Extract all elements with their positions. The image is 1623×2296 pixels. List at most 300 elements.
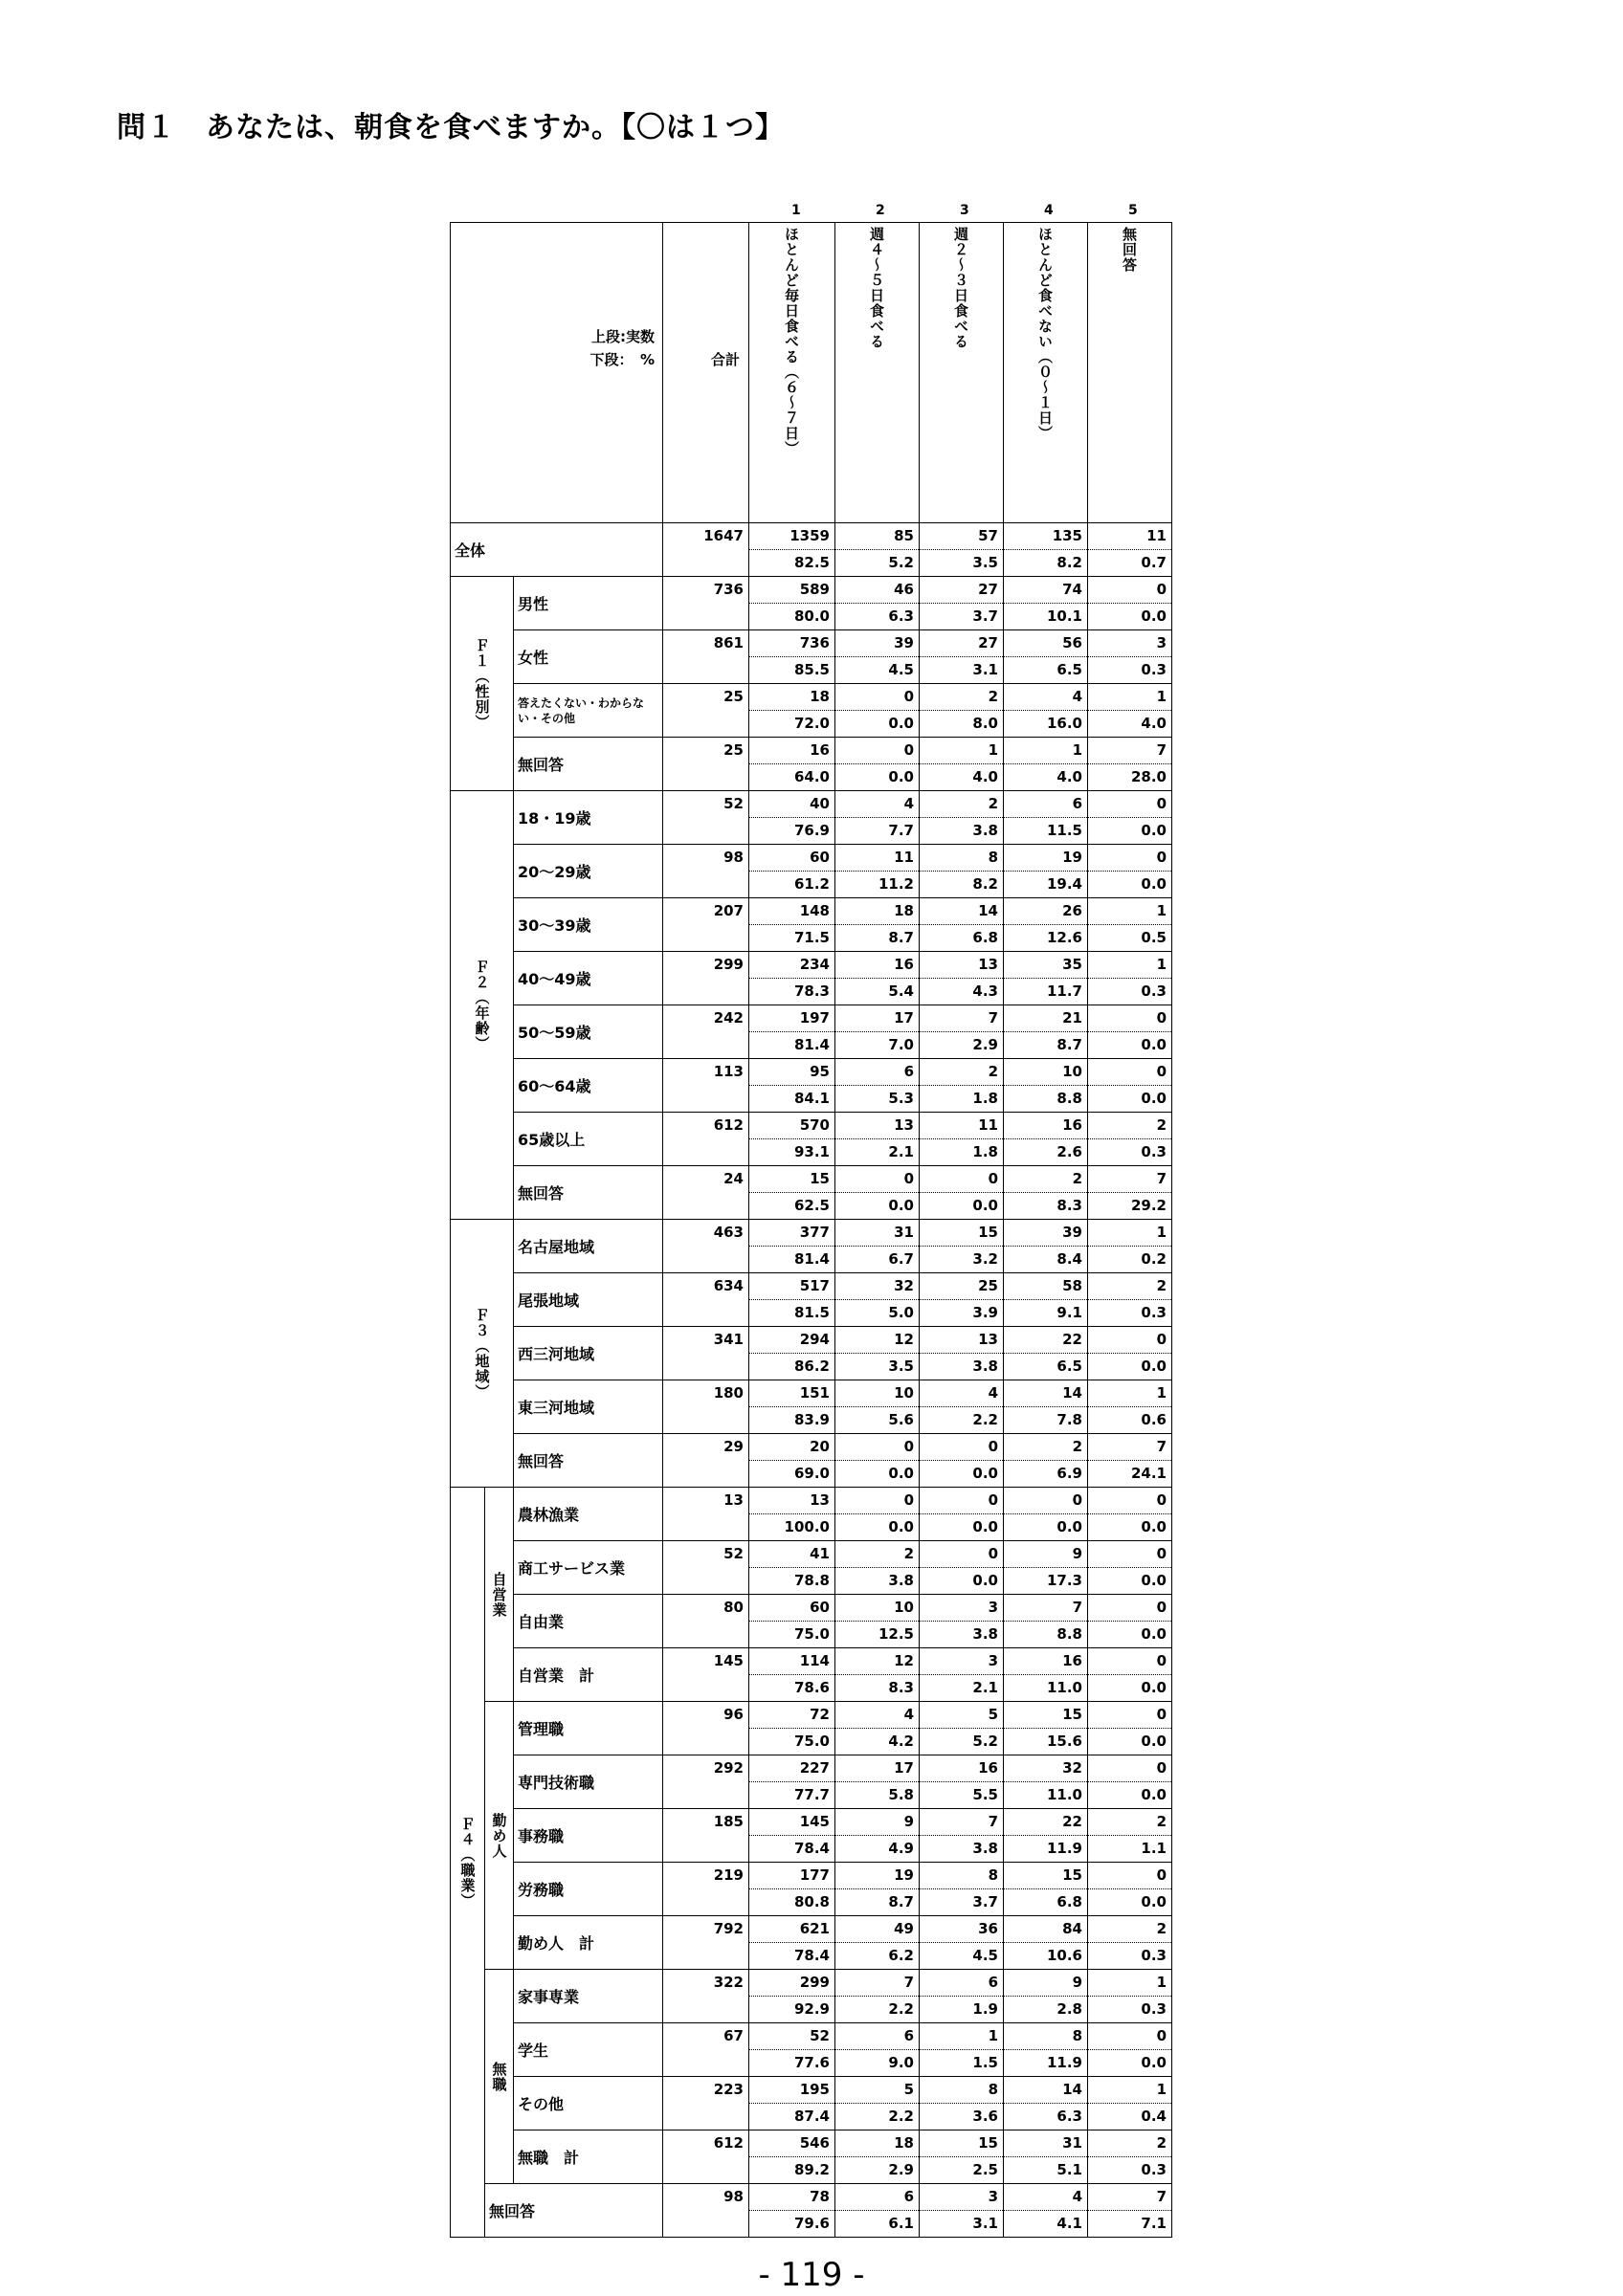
- percent-value: 2.9: [920, 1031, 1003, 1058]
- row-label: 自由業: [514, 1595, 663, 1648]
- value-cell: [1004, 952, 1088, 1005]
- count-value: 2: [988, 1063, 998, 1080]
- value-cell: [1004, 1059, 1088, 1113]
- count-value: 0: [1156, 1652, 1167, 1669]
- value-cell: [1088, 523, 1172, 577]
- value-cell: [920, 1702, 1004, 1755]
- value-cell: [920, 1113, 1004, 1166]
- header-column-4: [1004, 223, 1088, 523]
- percent-value: 12.5: [835, 1621, 919, 1647]
- percent-value: 8.8: [1004, 1085, 1087, 1112]
- count-value: 16: [978, 1759, 998, 1777]
- percent-value: 0.3: [1088, 978, 1171, 1004]
- count-value: 6: [988, 1974, 998, 1991]
- percent-value: 89.2: [749, 2156, 834, 2183]
- percent-value: 81.5: [749, 1299, 834, 1326]
- group-f1-text: Ｆ１（性別）: [473, 637, 491, 730]
- percent-value: 2.1: [920, 1674, 1003, 1701]
- total-cell: [663, 1755, 749, 1809]
- percent-value: 0.5: [1088, 924, 1171, 951]
- total-value: 292: [713, 1759, 744, 1777]
- count-value: 177: [799, 1866, 830, 1884]
- percent-value: 0.3: [1088, 1138, 1171, 1165]
- value-cell: [1088, 1648, 1172, 1702]
- percent-value: 0.0: [1088, 817, 1171, 844]
- total-cell: [663, 791, 749, 845]
- total-value: 80: [723, 1599, 744, 1616]
- percent-value: 10.1: [1004, 603, 1087, 629]
- value-cell: [749, 2130, 835, 2184]
- count-value: 74: [1062, 581, 1082, 598]
- value-cell: [1004, 577, 1088, 630]
- value-cell: [749, 1916, 835, 1970]
- percent-value: 0.0: [920, 1513, 1003, 1540]
- percent-value: 6.8: [1004, 1888, 1087, 1915]
- percent-value: 4.5: [835, 656, 919, 683]
- percent-value: 5.1: [1004, 2156, 1087, 2183]
- percent-value: 7.0: [835, 1031, 919, 1058]
- total-cell: [663, 630, 749, 684]
- row-label: 専門技術職: [514, 1755, 663, 1809]
- percent-value: 0.0: [1088, 1353, 1171, 1380]
- value-cell: [749, 1059, 835, 1113]
- count-value: 6: [903, 1063, 914, 1080]
- percent-value: 8.2: [1004, 549, 1087, 576]
- total-cell: [663, 1380, 749, 1434]
- count-value: 0: [1156, 1331, 1167, 1348]
- group-f3: [451, 1220, 514, 1488]
- value-cell: [835, 1059, 920, 1113]
- count-value: 0: [988, 1545, 998, 1562]
- value-cell: [920, 1059, 1004, 1113]
- count-value: 3: [1156, 634, 1167, 651]
- value-cell: [749, 2184, 835, 2238]
- total-value: 98: [723, 2188, 744, 2205]
- row-label: 労務職: [514, 1863, 663, 1916]
- percent-value: 11.0: [1004, 1781, 1087, 1808]
- value-cell: [835, 1327, 920, 1380]
- value-cell: [920, 791, 1004, 845]
- count-value: 12: [894, 1331, 914, 1348]
- value-cell: [749, 1220, 835, 1273]
- total-value: 29: [723, 1438, 744, 1455]
- count-value: 31: [894, 1224, 914, 1241]
- count-value: 27: [978, 581, 998, 598]
- total-value: 1647: [703, 527, 744, 544]
- value-cell: [1004, 1166, 1088, 1220]
- value-cell: [835, 1970, 920, 2023]
- total-cell: [663, 845, 749, 898]
- percent-value: 61.2: [749, 871, 834, 897]
- percent-value: 3.5: [835, 1353, 919, 1380]
- percent-value: 78.4: [749, 1942, 834, 1969]
- total-value: 96: [723, 1706, 744, 1723]
- percent-value: 0.0: [835, 1460, 919, 1487]
- count-value: 14: [1062, 1384, 1082, 1402]
- percent-value: 6.3: [1004, 2103, 1087, 2130]
- percent-value: 81.4: [749, 1031, 834, 1058]
- count-value: 9: [1072, 1974, 1082, 1991]
- value-cell: [1088, 1005, 1172, 1059]
- count-value: 39: [1062, 1224, 1082, 1241]
- count-value: 4: [988, 1384, 998, 1402]
- value-cell: [1088, 952, 1172, 1005]
- percent-value: 7.1: [1088, 2210, 1171, 2237]
- count-value: 16: [810, 741, 830, 759]
- value-cell: [1088, 898, 1172, 952]
- row-label-bottom: 下段： %: [589, 350, 655, 368]
- value-cell: [1004, 898, 1088, 952]
- value-cell: [835, 898, 920, 952]
- value-cell: [1004, 2184, 1088, 2238]
- percent-value: 3.7: [920, 1888, 1003, 1915]
- count-value: 294: [799, 1331, 830, 1348]
- row-label: 東三河地域: [514, 1380, 663, 1434]
- row-label: 男性: [514, 577, 663, 630]
- percent-value: 8.7: [835, 1888, 919, 1915]
- value-cell: [920, 1005, 1004, 1059]
- percent-value: 3.8: [920, 1621, 1003, 1647]
- row-label: 西三河地域: [514, 1327, 663, 1380]
- percent-value: 1.9: [920, 1996, 1003, 2022]
- row-label: 無回答: [485, 2184, 663, 2238]
- count-value: 1359: [789, 527, 830, 544]
- percent-value: 11.7: [1004, 978, 1087, 1004]
- value-cell: [920, 1970, 1004, 2023]
- value-cell: [1004, 630, 1088, 684]
- count-value: 7: [1156, 1170, 1167, 1187]
- count-value: 0: [1156, 1866, 1167, 1884]
- percent-value: 4.5: [920, 1942, 1003, 1969]
- row-label: 無回答: [514, 1166, 663, 1220]
- question-title: 問１ あなたは、朝食を食べますか。【〇は１つ】: [117, 111, 785, 144]
- total-cell: [663, 523, 749, 577]
- column-header-text: ほとんど毎日食べる（６〜７日）: [783, 227, 800, 456]
- value-cell: [1004, 1863, 1088, 1916]
- value-cell: [835, 1809, 920, 1863]
- column-numbers: [450, 203, 1185, 222]
- count-value: 8: [988, 849, 998, 866]
- value-cell: [749, 684, 835, 738]
- value-cell: [835, 2130, 920, 2184]
- row-label: 18・19歳: [514, 791, 663, 845]
- header-column-3: [920, 223, 1004, 523]
- percent-value: 0.7: [1088, 549, 1171, 576]
- value-cell: [749, 1113, 835, 1166]
- value-cell: [920, 1380, 1004, 1434]
- value-cell: [749, 1809, 835, 1863]
- row-label: その他: [514, 2077, 663, 2130]
- percent-value: 0.0: [1088, 1888, 1171, 1915]
- value-cell: [749, 2077, 835, 2130]
- column-header-text: 無回答: [1121, 227, 1138, 273]
- total-value: 612: [713, 1116, 744, 1134]
- count-value: 6: [903, 2027, 914, 2044]
- value-cell: [835, 1380, 920, 1434]
- count-value: 13: [894, 1116, 914, 1134]
- percent-value: 0.0: [835, 763, 919, 790]
- value-cell: [920, 1166, 1004, 1220]
- total-value: 13: [723, 1491, 744, 1509]
- percent-value: 8.2: [920, 871, 1003, 897]
- value-cell: [1004, 1273, 1088, 1327]
- total-label: 合計: [711, 350, 741, 368]
- total-value: 219: [713, 1866, 744, 1884]
- count-value: 0: [1156, 849, 1167, 866]
- count-value: 546: [799, 2134, 830, 2152]
- percent-value: 69.0: [749, 1460, 834, 1487]
- percent-value: 75.0: [749, 1728, 834, 1755]
- count-value: 60: [810, 1599, 830, 1616]
- count-value: 1: [1156, 1224, 1167, 1241]
- total-value: 634: [713, 1277, 744, 1294]
- percent-value: 0.0: [1088, 1674, 1171, 1701]
- percent-value: 5.2: [835, 549, 919, 576]
- count-value: 7: [988, 1009, 998, 1027]
- value-cell: [835, 952, 920, 1005]
- value-cell: [749, 791, 835, 845]
- column-number-1: 1: [791, 203, 801, 218]
- value-cell: [1088, 1809, 1172, 1863]
- percent-value: 4.9: [835, 1835, 919, 1862]
- count-value: 11: [894, 849, 914, 866]
- percent-value: 6.3: [835, 603, 919, 629]
- value-cell: [1088, 1059, 1172, 1113]
- group-f4-none-text: 無職: [490, 2061, 508, 2092]
- value-cell: [835, 1755, 920, 1809]
- total-cell: [663, 1327, 749, 1380]
- percent-value: 6.9: [1004, 1460, 1087, 1487]
- percent-value: 0.3: [1088, 1299, 1171, 1326]
- value-cell: [1088, 1166, 1172, 1220]
- count-value: 22: [1062, 1813, 1082, 1830]
- value-cell: [835, 2184, 920, 2238]
- count-value: 2: [1072, 1170, 1082, 1187]
- percent-value: 5.5: [920, 1781, 1003, 1808]
- row-label: 名古屋地域: [514, 1220, 663, 1273]
- total-cell: [663, 577, 749, 630]
- value-cell: [1004, 1755, 1088, 1809]
- percent-value: 8.0: [920, 710, 1003, 737]
- value-cell: [1004, 1488, 1088, 1541]
- row-label: 管理職: [514, 1702, 663, 1755]
- count-value: 2: [1072, 1438, 1082, 1455]
- value-cell: [1088, 845, 1172, 898]
- count-value: 18: [894, 902, 914, 919]
- count-value: 46: [894, 581, 914, 598]
- count-value: 7: [903, 1974, 914, 1991]
- count-value: 0: [903, 1438, 914, 1455]
- count-value: 12: [894, 1652, 914, 1669]
- percent-value: 80.8: [749, 1888, 834, 1915]
- total-cell: [663, 1488, 749, 1541]
- percent-value: 0.4: [1088, 2103, 1171, 2130]
- group-f3-text: Ｆ３（地域）: [473, 1307, 491, 1400]
- row-label: 答えたくない・わからない・その他: [514, 684, 663, 738]
- count-value: 49: [894, 1920, 914, 1937]
- value-cell: [1004, 1648, 1088, 1702]
- count-value: 26: [1062, 902, 1082, 919]
- percent-value: 78.8: [749, 1567, 834, 1594]
- count-value: 9: [1072, 1545, 1082, 1562]
- count-value: 0: [903, 741, 914, 759]
- value-cell: [749, 1327, 835, 1380]
- value-cell: [1004, 1327, 1088, 1380]
- percent-value: 7.7: [835, 817, 919, 844]
- count-value: 2: [988, 688, 998, 705]
- value-cell: [1088, 1595, 1172, 1648]
- value-cell: [1004, 2130, 1088, 2184]
- count-value: 621: [799, 1920, 830, 1937]
- percent-value: 11.0: [1004, 1674, 1087, 1701]
- count-value: 227: [799, 1759, 830, 1777]
- count-value: 195: [799, 2081, 830, 2098]
- percent-value: 64.0: [749, 763, 834, 790]
- row-label: 30～39歳: [514, 898, 663, 952]
- value-cell: [1004, 1916, 1088, 1970]
- percent-value: 6.8: [920, 924, 1003, 951]
- value-cell: [920, 1595, 1004, 1648]
- total-cell: [663, 684, 749, 738]
- percent-value: 0.0: [920, 1192, 1003, 1219]
- value-cell: [835, 1863, 920, 1916]
- percent-value: 78.3: [749, 978, 834, 1004]
- value-cell: [920, 1220, 1004, 1273]
- percent-value: 4.2: [835, 1728, 919, 1755]
- percent-value: 5.3: [835, 1085, 919, 1112]
- count-value: 52: [810, 2027, 830, 2044]
- count-value: 0: [1156, 1706, 1167, 1723]
- value-cell: [1088, 2184, 1172, 2238]
- total-value: 736: [713, 581, 744, 598]
- total-cell: [663, 2130, 749, 2184]
- count-value: 8: [1072, 2027, 1082, 2044]
- percent-value: 16.0: [1004, 710, 1087, 737]
- value-cell: [749, 1755, 835, 1809]
- percent-value: 77.6: [749, 2049, 834, 2076]
- count-value: 145: [799, 1813, 830, 1830]
- count-value: 16: [1062, 1652, 1082, 1669]
- percent-value: 0.0: [1088, 871, 1171, 897]
- count-value: 1: [1156, 956, 1167, 973]
- count-value: 15: [1062, 1866, 1082, 1884]
- percent-value: 12.6: [1004, 924, 1087, 951]
- total-value: 25: [723, 741, 744, 759]
- count-value: 1: [1156, 902, 1167, 919]
- row-label: 40～49歳: [514, 952, 663, 1005]
- value-cell: [835, 1434, 920, 1488]
- percent-value: 6.5: [1004, 1353, 1087, 1380]
- column-header-text: 週４〜５日食べる: [868, 227, 885, 349]
- value-cell: [1088, 2023, 1172, 2077]
- value-cell: [920, 1755, 1004, 1809]
- value-cell: [1004, 2077, 1088, 2130]
- column-header-text: ほとんど食べない（０〜１日）: [1036, 227, 1054, 441]
- count-value: 4: [1072, 2188, 1082, 2205]
- row-label: 事務職: [514, 1809, 663, 1863]
- count-value: 8: [988, 2081, 998, 2098]
- value-cell: [1004, 1434, 1088, 1488]
- total-cell: [663, 738, 749, 791]
- count-value: 4: [903, 795, 914, 812]
- percent-value: 4.0: [1004, 763, 1087, 790]
- count-value: 299: [799, 1974, 830, 1991]
- percent-value: 28.0: [1088, 763, 1171, 790]
- percent-value: 62.5: [749, 1192, 834, 1219]
- value-cell: [920, 1916, 1004, 1970]
- count-value: 57: [978, 527, 998, 544]
- value-cell: [1088, 1327, 1172, 1380]
- percent-value: 0.0: [1088, 1621, 1171, 1647]
- value-cell: [835, 2023, 920, 2077]
- percent-value: 6.7: [835, 1246, 919, 1272]
- group-f4: [451, 1488, 485, 2238]
- percent-value: 82.5: [749, 549, 834, 576]
- percent-value: 11.5: [1004, 817, 1087, 844]
- count-value: 9: [903, 1813, 914, 1830]
- value-cell: [749, 577, 835, 630]
- count-value: 0: [1156, 1759, 1167, 1777]
- count-value: 1: [1156, 2081, 1167, 2098]
- column-header-text: 週２〜３日食べる: [952, 227, 969, 349]
- count-value: 0: [1156, 581, 1167, 598]
- count-value: 0: [1156, 795, 1167, 812]
- column-number-4: 4: [1044, 203, 1054, 218]
- percent-value: 0.3: [1088, 2156, 1171, 2183]
- total-cell: [663, 1005, 749, 1059]
- percent-value: 3.1: [920, 2210, 1003, 2237]
- value-cell: [835, 1166, 920, 1220]
- count-value: 17: [894, 1009, 914, 1027]
- value-cell: [1004, 791, 1088, 845]
- count-value: 3: [988, 1652, 998, 1669]
- total-cell: [663, 2077, 749, 2130]
- total-value: 52: [723, 1545, 744, 1562]
- count-value: 10: [1062, 1063, 1082, 1080]
- count-value: 22: [1062, 1331, 1082, 1348]
- count-value: 135: [1052, 527, 1082, 544]
- percent-value: 71.5: [749, 924, 834, 951]
- count-value: 2: [903, 1545, 914, 1562]
- total-cell: [663, 1863, 749, 1916]
- value-cell: [1088, 2077, 1172, 2130]
- total-cell: [663, 1434, 749, 1488]
- count-value: 32: [894, 1277, 914, 1294]
- value-cell: [1088, 2130, 1172, 2184]
- percent-value: 80.0: [749, 603, 834, 629]
- total-cell: [663, 2023, 749, 2077]
- value-cell: [749, 898, 835, 952]
- total-cell: [663, 1059, 749, 1113]
- count-value: 4: [1072, 688, 1082, 705]
- count-value: 16: [1062, 1116, 1082, 1134]
- percent-value: 7.8: [1004, 1406, 1087, 1433]
- group-f4-self-text: 自営業: [490, 1571, 508, 1618]
- percent-value: 5.6: [835, 1406, 919, 1433]
- value-cell: [1004, 1702, 1088, 1755]
- count-value: 15: [810, 1170, 830, 1187]
- count-value: 0: [988, 1491, 998, 1509]
- count-value: 7: [1156, 1438, 1167, 1455]
- total-value: 113: [713, 1063, 744, 1080]
- percent-value: 87.4: [749, 2103, 834, 2130]
- count-value: 0: [1156, 2027, 1167, 2044]
- count-value: 0: [1156, 1491, 1167, 1509]
- count-value: 13: [978, 1331, 998, 1348]
- total-cell: [663, 1970, 749, 2023]
- value-cell: [1088, 1488, 1172, 1541]
- value-cell: [835, 738, 920, 791]
